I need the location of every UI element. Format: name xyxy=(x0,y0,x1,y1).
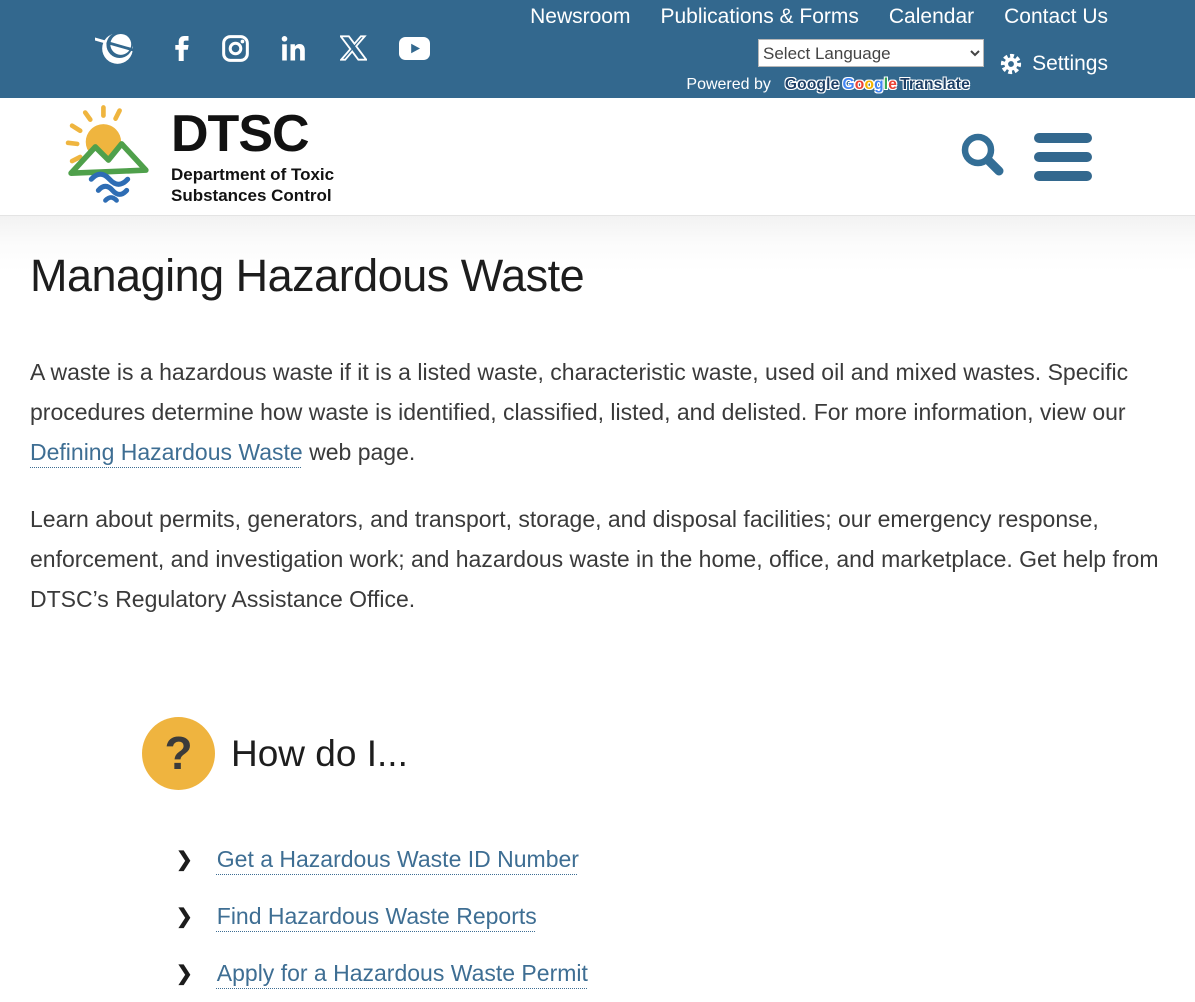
dtsc-logo-text xyxy=(171,107,334,206)
planet-orbit-icon[interactable] xyxy=(95,26,140,71)
language-select[interactable] xyxy=(758,39,984,67)
nav-contact-us[interactable]: Contact Us xyxy=(1004,5,1108,28)
social-icon-row xyxy=(95,24,430,72)
dtsc-logo[interactable] xyxy=(63,105,334,207)
question-mark-icon: ? xyxy=(142,717,215,790)
list-item xyxy=(176,897,1165,938)
main-content xyxy=(0,215,1195,1002)
settings-button[interactable] xyxy=(999,52,1108,76)
intro-paragraph-1: A waste is a hazardous waste if it is a listed waste, characteristic waste, used oil and mixed wastes. Specific procedures determine how waste is identified, classified, listed, and delisted. For more information, view our Defining Hazardous Waste web page. xyxy=(30,359,1129,465)
youtube-icon[interactable] xyxy=(399,37,430,60)
search-icon[interactable] xyxy=(958,131,1008,181)
settings-label: Settings xyxy=(1032,52,1108,75)
powered-by-label: Powered by xyxy=(686,76,771,93)
list-item xyxy=(176,954,1165,995)
dtsc-logo-graphic xyxy=(63,105,159,207)
nav-newsroom[interactable]: Newsroom xyxy=(530,5,631,28)
utility-nav xyxy=(530,3,1108,31)
nav-publications-forms[interactable]: Publications & Forms xyxy=(660,5,859,28)
defining-hazardous-waste-link[interactable]: Defining Hazardous Waste xyxy=(30,439,303,465)
page-title: Managing Hazardous Waste xyxy=(30,250,585,301)
list-item xyxy=(176,840,1165,881)
x-twitter-icon[interactable] xyxy=(340,35,367,61)
intro-paragraph-2: Learn about permits, generators, and transport, storage, and disposal facilities; our emergency response, enforcement, and investigation work; and hazardous waste in the home, office, and marketplace. Get help from DTSC’s Regulatory Assistance Office. xyxy=(30,506,1159,612)
instagram-icon[interactable] xyxy=(222,35,249,62)
gear-icon xyxy=(999,52,1023,76)
hamburger-menu-icon[interactable] xyxy=(1034,133,1092,181)
logo-subline-1: Department of Toxic xyxy=(171,165,335,184)
chevron-right-icon: ❯ xyxy=(176,963,193,985)
logo-acronym: DTSC xyxy=(171,105,309,163)
find-hazardous-waste-reports-link[interactable]: Find Hazardous Waste Reports xyxy=(216,903,537,929)
linkedin-icon[interactable] xyxy=(281,35,308,62)
google-translate-attribution xyxy=(686,76,970,94)
facebook-icon[interactable] xyxy=(172,35,190,62)
how-do-i-header xyxy=(142,717,1165,790)
get-hazardous-waste-id-link[interactable]: Get a Hazardous Waste ID Number xyxy=(216,846,579,872)
apply-hazardous-waste-permit-link[interactable]: Apply for a Hazardous Waste Permit xyxy=(216,960,588,986)
how-do-i-link-list xyxy=(176,840,1165,995)
nav-calendar[interactable]: Calendar xyxy=(888,5,975,28)
how-do-i-title: How do I... xyxy=(231,732,408,774)
google-translate-logo[interactable]: Google Google Translate xyxy=(784,76,970,93)
top-utility-bar xyxy=(0,0,1195,98)
chevron-right-icon: ❯ xyxy=(176,849,193,871)
chevron-right-icon: ❯ xyxy=(176,906,193,928)
logo-subline-2: Substances Control xyxy=(171,186,332,205)
site-header xyxy=(0,98,1195,215)
